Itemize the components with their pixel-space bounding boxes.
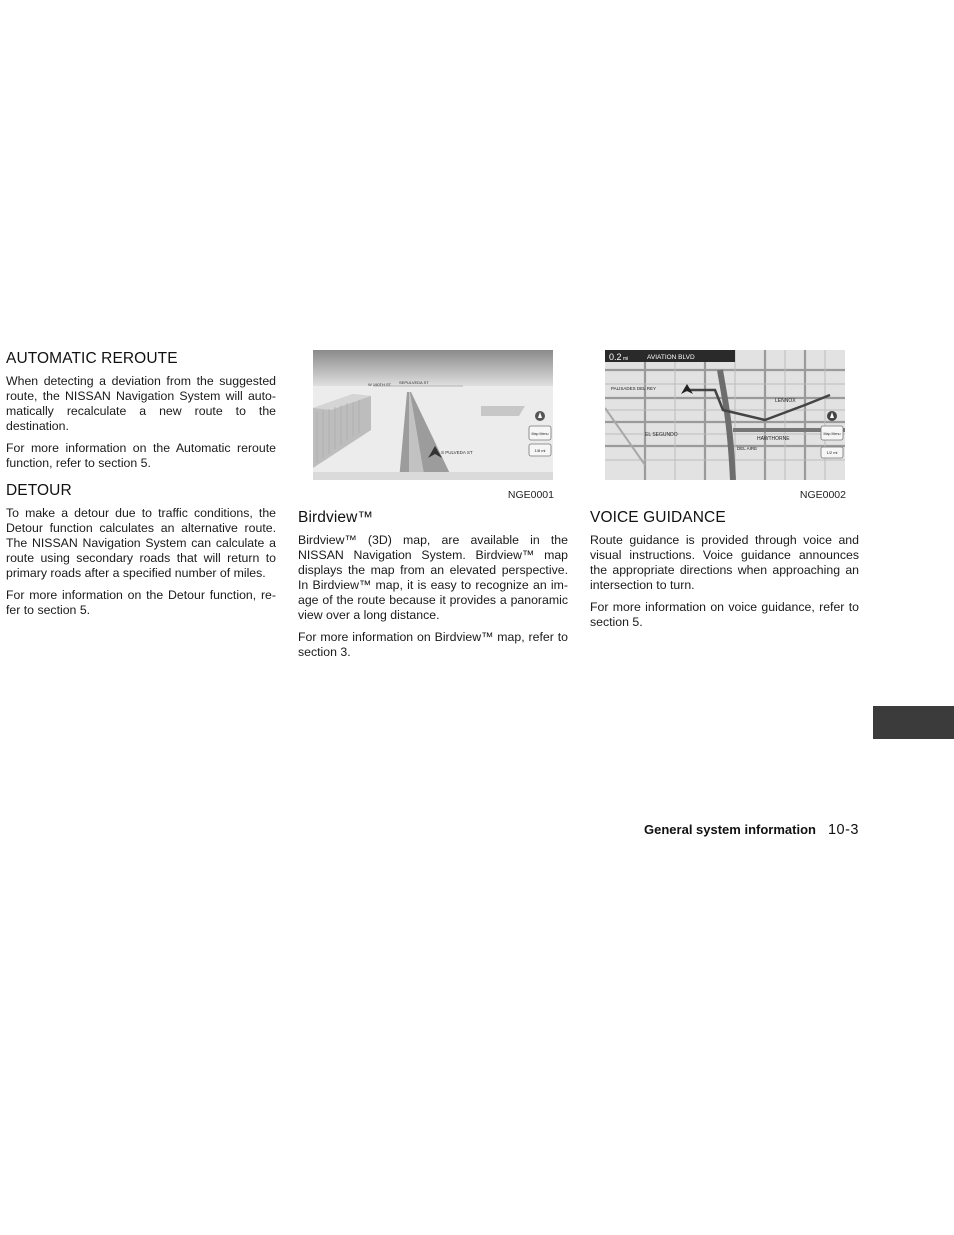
street-label: SEPULVEDA ST [399, 380, 429, 385]
street-label: S PULVEDA ST [441, 450, 473, 455]
heading-voice-guidance: VOICE GUIDANCE [590, 509, 726, 526]
place-label: PALISADES DEL REY [611, 386, 657, 391]
scale-button[interactable] [821, 447, 843, 458]
page-footer [644, 822, 859, 838]
paragraph: To make a detour due to traffic conditions, the Detour function calculates an alternative route. The NISSAN Navigation System can calculate a route using secondary roads that will return to primary roads after a specified number of miles. [6, 506, 276, 580]
figure-caption: NGE0002 [799, 489, 846, 501]
birdview-map-screenshot [313, 350, 553, 480]
heading-detour: DETOUR [6, 482, 72, 499]
page-number: 10-3 [827, 822, 859, 838]
heading-birdview: Birdview™ [298, 509, 373, 526]
map-menu-label: Map Menu [531, 432, 549, 436]
paragraph: For more information on the Automatic reroute function, refer to section 5. [6, 441, 276, 470]
scale-label: 1/2 mi [826, 450, 838, 455]
paragraph: For more information on the Detour function, re-fer to section 5. [6, 588, 276, 617]
place-label: LENNOX [775, 398, 796, 404]
map-menu-button[interactable] [821, 426, 843, 440]
scale-button[interactable] [529, 444, 551, 456]
distance-unit: mi [623, 356, 629, 362]
route-map-screenshot [605, 350, 845, 480]
figure-caption: NGE0001 [507, 489, 554, 501]
paragraph: For more information on voice guidance, refer to section 5. [590, 600, 859, 629]
paragraph: Birdview™ (3D) map, are available in the NISSAN Navigation System. Birdview™ map displays the map from an elevated perspective. In Birdview™ map, it is easy to recognize an im-age of the route because it provides a panoramic view over a long distance. [298, 533, 568, 622]
distance-value: 0.2 [609, 352, 622, 362]
column-middle [298, 350, 568, 667]
map-menu-label: Map Menu [823, 432, 841, 436]
footer-title: General system information [644, 822, 816, 837]
street-name: AVIATION BLVD [647, 354, 695, 361]
column-left [6, 350, 276, 625]
map-menu-button[interactable] [529, 426, 551, 440]
heading-automatic-reroute: AUTOMATIC REROUTE [6, 350, 178, 367]
paragraph: Route guidance is provided through voice and visual instructions. Voice guidance announces the appropriate directions when approaching an intersection to turn. [590, 533, 859, 592]
street-label: W 190TH ST [368, 382, 392, 387]
paragraph: When detecting a deviation from the suggested route, the NISSAN Navigation System will auto-matically recalculate a new route to the destination. [6, 374, 276, 433]
scale-label: 1/8 mi [534, 448, 546, 453]
section-tab [873, 706, 954, 739]
place-label: EL SEGUNDO [645, 432, 678, 438]
place-label: DEL AIRE [737, 446, 758, 451]
paragraph: For more information on Birdview™ map, refer to section 3. [298, 630, 568, 659]
column-right [590, 350, 859, 637]
place-label: HAWTHORNE [757, 436, 790, 442]
